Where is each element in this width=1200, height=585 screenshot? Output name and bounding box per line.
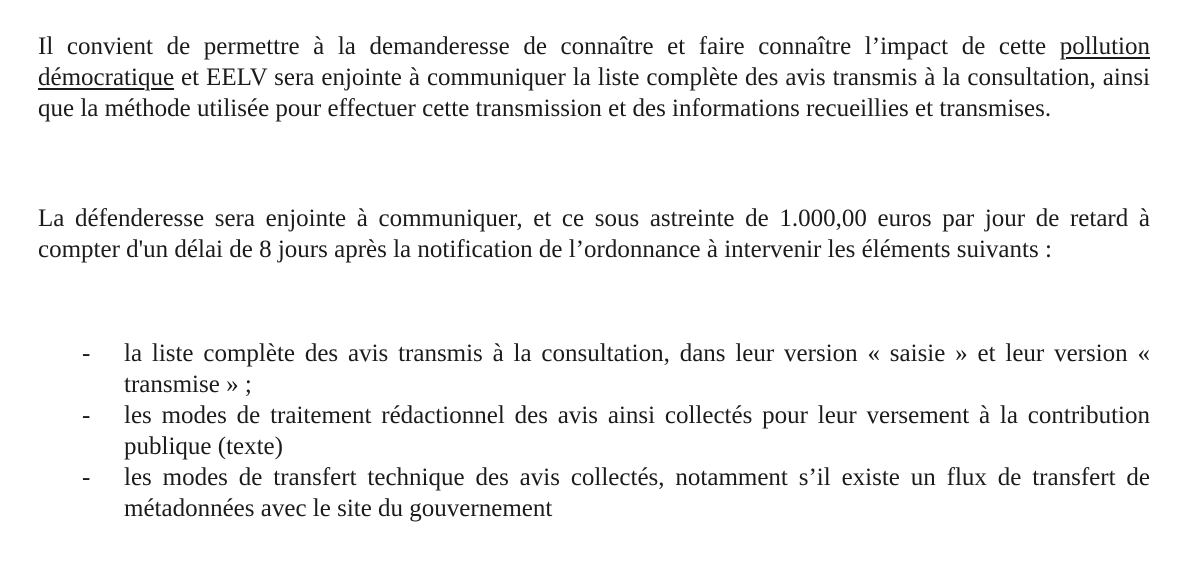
list-item-text: les modes de traitement rédactionnel des avis ainsi collectés pour leur versement à la contribution publique (texte) [124, 402, 1150, 460]
elements-list [38, 338, 1150, 524]
list-item [38, 462, 1150, 524]
underlined-phrase: pollution démocratique [38, 33, 1150, 91]
list-bullet-dash: - [82, 402, 91, 429]
list-bullet-dash: - [82, 464, 91, 491]
list-bullet-dash: - [82, 340, 91, 367]
list-item [38, 400, 1150, 462]
paragraph-impact-text-before: Il convient de permettre à la demanderesse de connaître et faire connaître l’impact de cette [38, 33, 1060, 60]
list-item-text: les modes de transfert technique des avis collectés, notamment s’il existe un flux de transfert de métadonnées avec le site du gouvernement [124, 464, 1150, 522]
list-item [38, 338, 1150, 400]
list-item-text: la liste complète des avis transmis à la consultation, dans leur version « saisie » et leur version « transmise » ; [124, 340, 1150, 398]
paragraph-impact-text-after: et EELV sera enjointe à communiquer la liste complète des avis transmis à la consultation, ainsi que la méthode utilisée pour effectuer cette transmission et des informations recueillies et transmises. [38, 64, 1150, 122]
paragraph-impact [38, 31, 1150, 124]
paragraph-injunction: La défenderesse sera enjointe à communiquer, et ce sous astreinte de 1.000,00 euros par jour de retard à compter d'un délai de 8 jours après la notification de l’ordonnance à intervenir les éléments suivants : [38, 205, 1150, 263]
